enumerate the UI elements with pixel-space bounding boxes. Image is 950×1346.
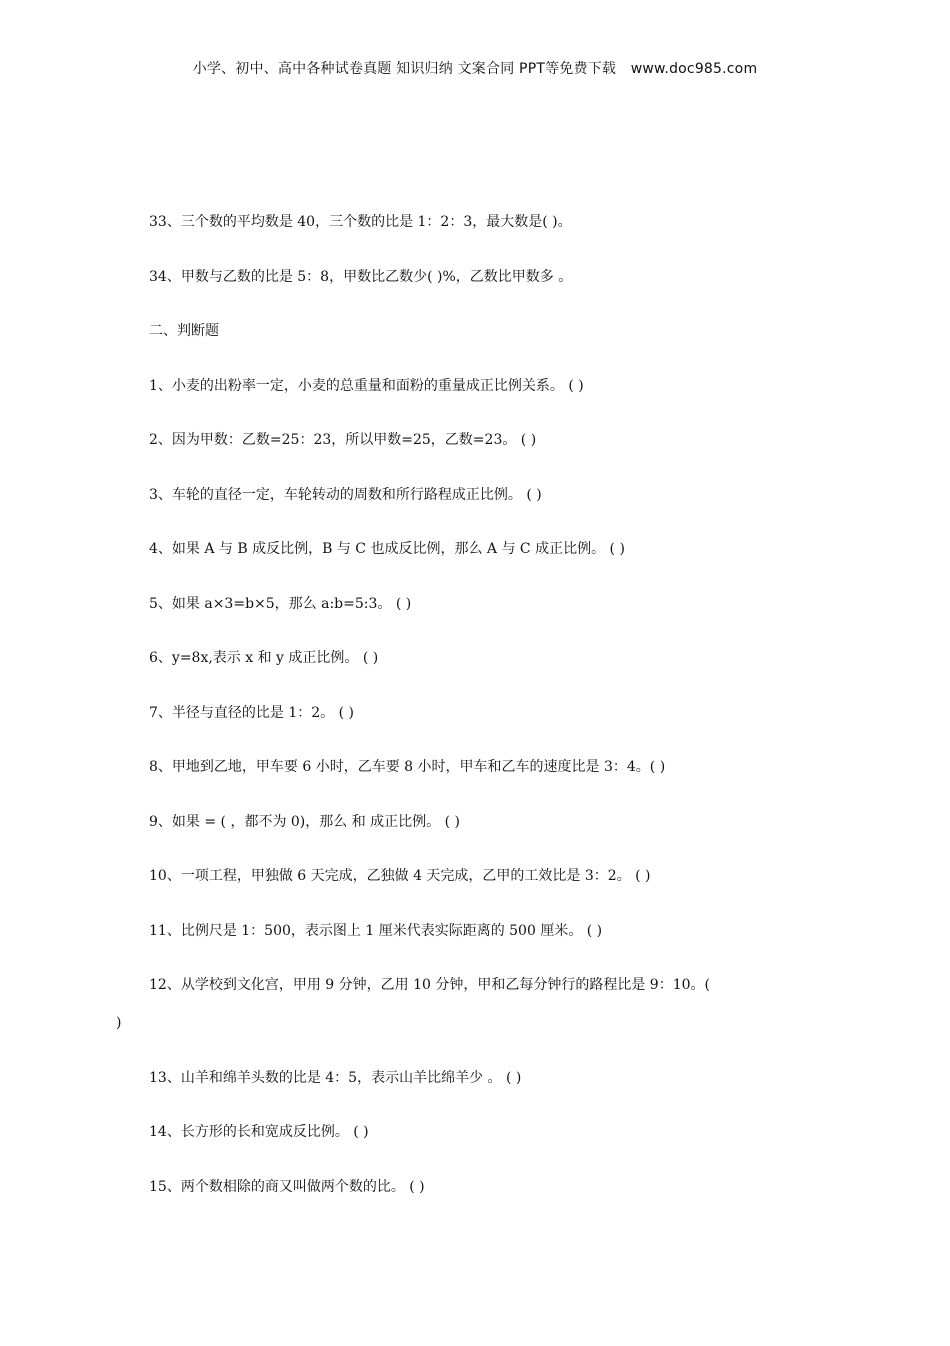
header-url[interactable]: www.doc985.com — [630, 61, 758, 77]
judgement-item-11: 11、比例尺是 1：500，表示图上 1 厘米代表实际距离的 500 厘米。 ( ) — [149, 923, 603, 939]
judgement-item-4: 4、如果 A 与 B 成反比例，B 与 C 也成反比例，那么 A 与 C 成正比例。 ( ) — [149, 541, 625, 557]
header-text: 小学、初中、高中各种试卷真题 知识归纳 文案合同 PPT等免费下载 — [192, 61, 617, 77]
judgement-item-14: 14、长方形的长和宽成反比例。 ( ) — [149, 1124, 369, 1140]
judgement-item-15: 15、两个数相除的商又叫做两个数的比。 ( ) — [149, 1179, 425, 1195]
judgement-item-12-wrap: ) — [116, 1015, 122, 1031]
page-header — [0, 58, 950, 78]
judgement-item-8: 8、甲地到乙地，甲车要 6 小时，乙车要 8 小时，甲车和乙车的速度比是 3：4。( ) — [149, 759, 666, 775]
question-34: 34、甲数与乙数的比是 5：8，甲数比乙数少( )%，乙数比甲数多 。 — [149, 269, 573, 285]
section-title: 二、判断题 — [149, 323, 219, 339]
judgement-item-3: 3、车轮的直径一定，车轮转动的周数和所行路程成正比例。 ( ) — [149, 487, 542, 503]
judgement-item-1: 1、小麦的出粉率一定，小麦的总重量和面粉的重量成正比例关系。 ( ) — [149, 378, 584, 394]
judgement-item-2: 2、因为甲数：乙数=25：23，所以甲数=25，乙数=23。 ( ) — [149, 432, 537, 448]
judgement-item-6: 6、y=8x,表示 x 和 y 成正比例。 ( ) — [149, 650, 379, 666]
judgement-item-12: 12、从学校到文化宫，甲用 9 分钟，乙用 10 分钟，甲和乙每分钟行的路程比是 9：10。( — [149, 977, 710, 993]
judgement-item-5: 5、如果 a×3=b×5，那么 a:b=5:3。 ( ) — [149, 596, 412, 612]
judgement-item-10: 10、一项工程，甲独做 6 天完成，乙独做 4 天完成，乙甲的工效比是 3：2。 ( ) — [149, 868, 651, 884]
judgement-item-7: 7、半径与直径的比是 1：2。 ( ) — [149, 705, 354, 721]
judgement-item-13: 13、山羊和绵羊头数的比是 4：5，表示山羊比绵羊少 。 ( ) — [149, 1070, 522, 1086]
judgement-item-9: 9、如果 = ( ，都不为 0)，那么 和 成正比例。 ( ) — [149, 814, 460, 830]
question-33: 33、三个数的平均数是 40，三个数的比是 1：2：3，最大数是( )。 — [149, 214, 572, 230]
